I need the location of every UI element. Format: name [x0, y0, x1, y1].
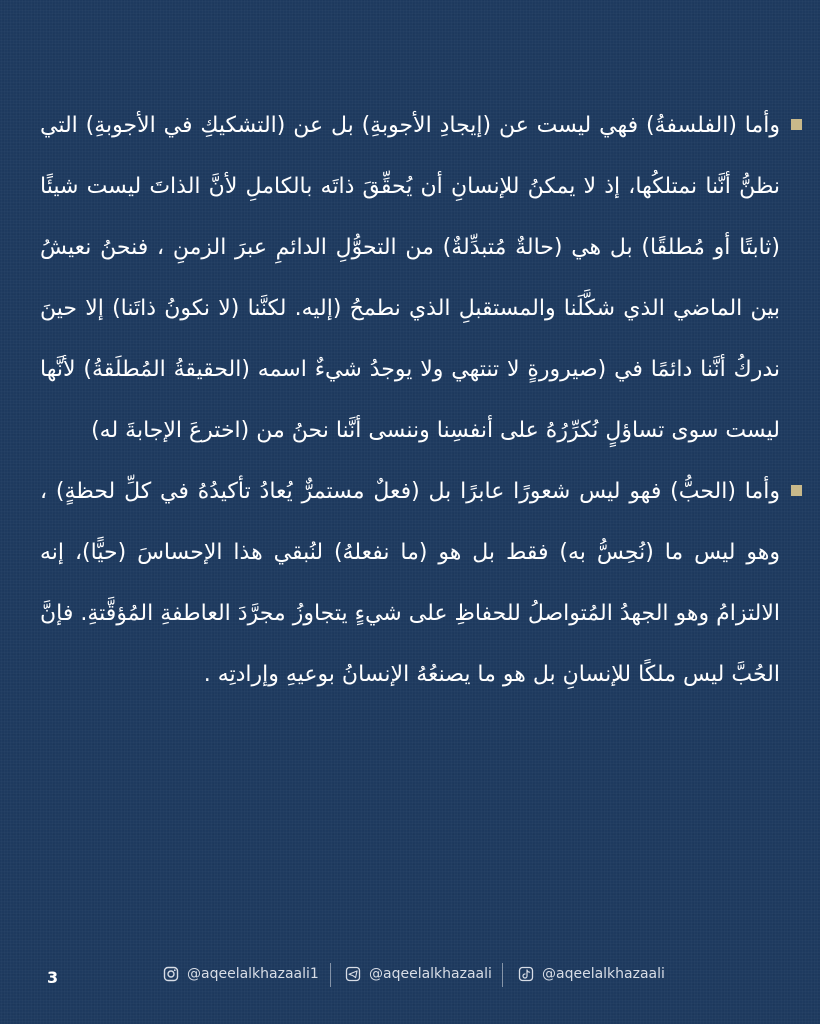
- bullet-square: [791, 119, 802, 130]
- page-number: 3: [47, 968, 59, 987]
- footer: [0, 960, 820, 996]
- bullet-square: [791, 485, 802, 496]
- divider: [330, 963, 331, 987]
- instagram-icon: [163, 966, 179, 982]
- telegram-icon: [345, 966, 361, 982]
- social-handle: @aqeelalkhazaali: [542, 966, 665, 982]
- social-handle: @aqeelalkhazaali: [369, 966, 492, 982]
- paragraph-text: وأما (الفلسفةُ) فهي ليست عن (إيجادِ الأجوبةِ) بل عن (التشكيكِ في الأجوبةِ) التي نظنُّ أنَّنا نمتلكُها، إذ لا يمكنُ للإنسانِ أن يُحقِّقَ ذاتَه بالكاملِ لأنَّ الذاتَ ليست شيئًا (ثابتًا أو مُطلقًا) بل هي (حالةٌ مُتبدِّلةٌ) من التحوُّلِ الدائمِ عبرَ الزمنِ ، فنحنُ نعيشُ بين الماضي الذي شكَّلَنا والمستقبلِ الذي نطمحُ (إليه. لكنَّنا (لا نكونُ ذاتَنا) إلا حينَ ندركُ أنَّنا دائمًا في (صيرورةٍ لا تنتهي ولا يوجدُ شيءٌ اسمه (الحقيقةُ المُطلَقةُ) لأنَّها ليست سوى تساؤلٍ نُكرِّرُهُ على أنفسِنا وننسى أنَّنا نحنُ من (اخترعَ الإجابةَ له): [40, 113, 780, 443]
- social-handle: @aqeelalkhazaali1: [187, 966, 319, 982]
- paragraph-love: [40, 461, 802, 705]
- social-link-tiktok[interactable]: [518, 966, 665, 982]
- divider: [502, 963, 503, 987]
- social-link-instagram[interactable]: [163, 966, 319, 982]
- paragraph-philosophy: [40, 95, 802, 461]
- article-body: [40, 95, 802, 705]
- social-link-telegram[interactable]: [345, 966, 492, 982]
- tiktok-icon: [518, 966, 534, 982]
- paragraph-text: وأما (الحبُّ) فهو ليس شعورًا عابرًا بل (فعلٌ مستمرٌّ يُعادُ تأكيدُهُ في كلِّ لحظةٍ) ، وهو ليس ما (نُحِسُّ به) فقط بل هو (ما نفعلهُ) لنُبقي هذا الإحساسَ (حيًّا)، إنه الالتزامُ وهو الجهدُ المُتواصلُ للحفاظِ على شيءٍ يتجاوزُ مجرَّدَ العاطفةِ المُؤقَّتةِ. فإنَّ الحُبَّ ليس ملكًا للإنسانِ بل هو ما يصنعُهُ الإنسانُ بوعيهِ وإرادتِه .: [40, 479, 780, 687]
